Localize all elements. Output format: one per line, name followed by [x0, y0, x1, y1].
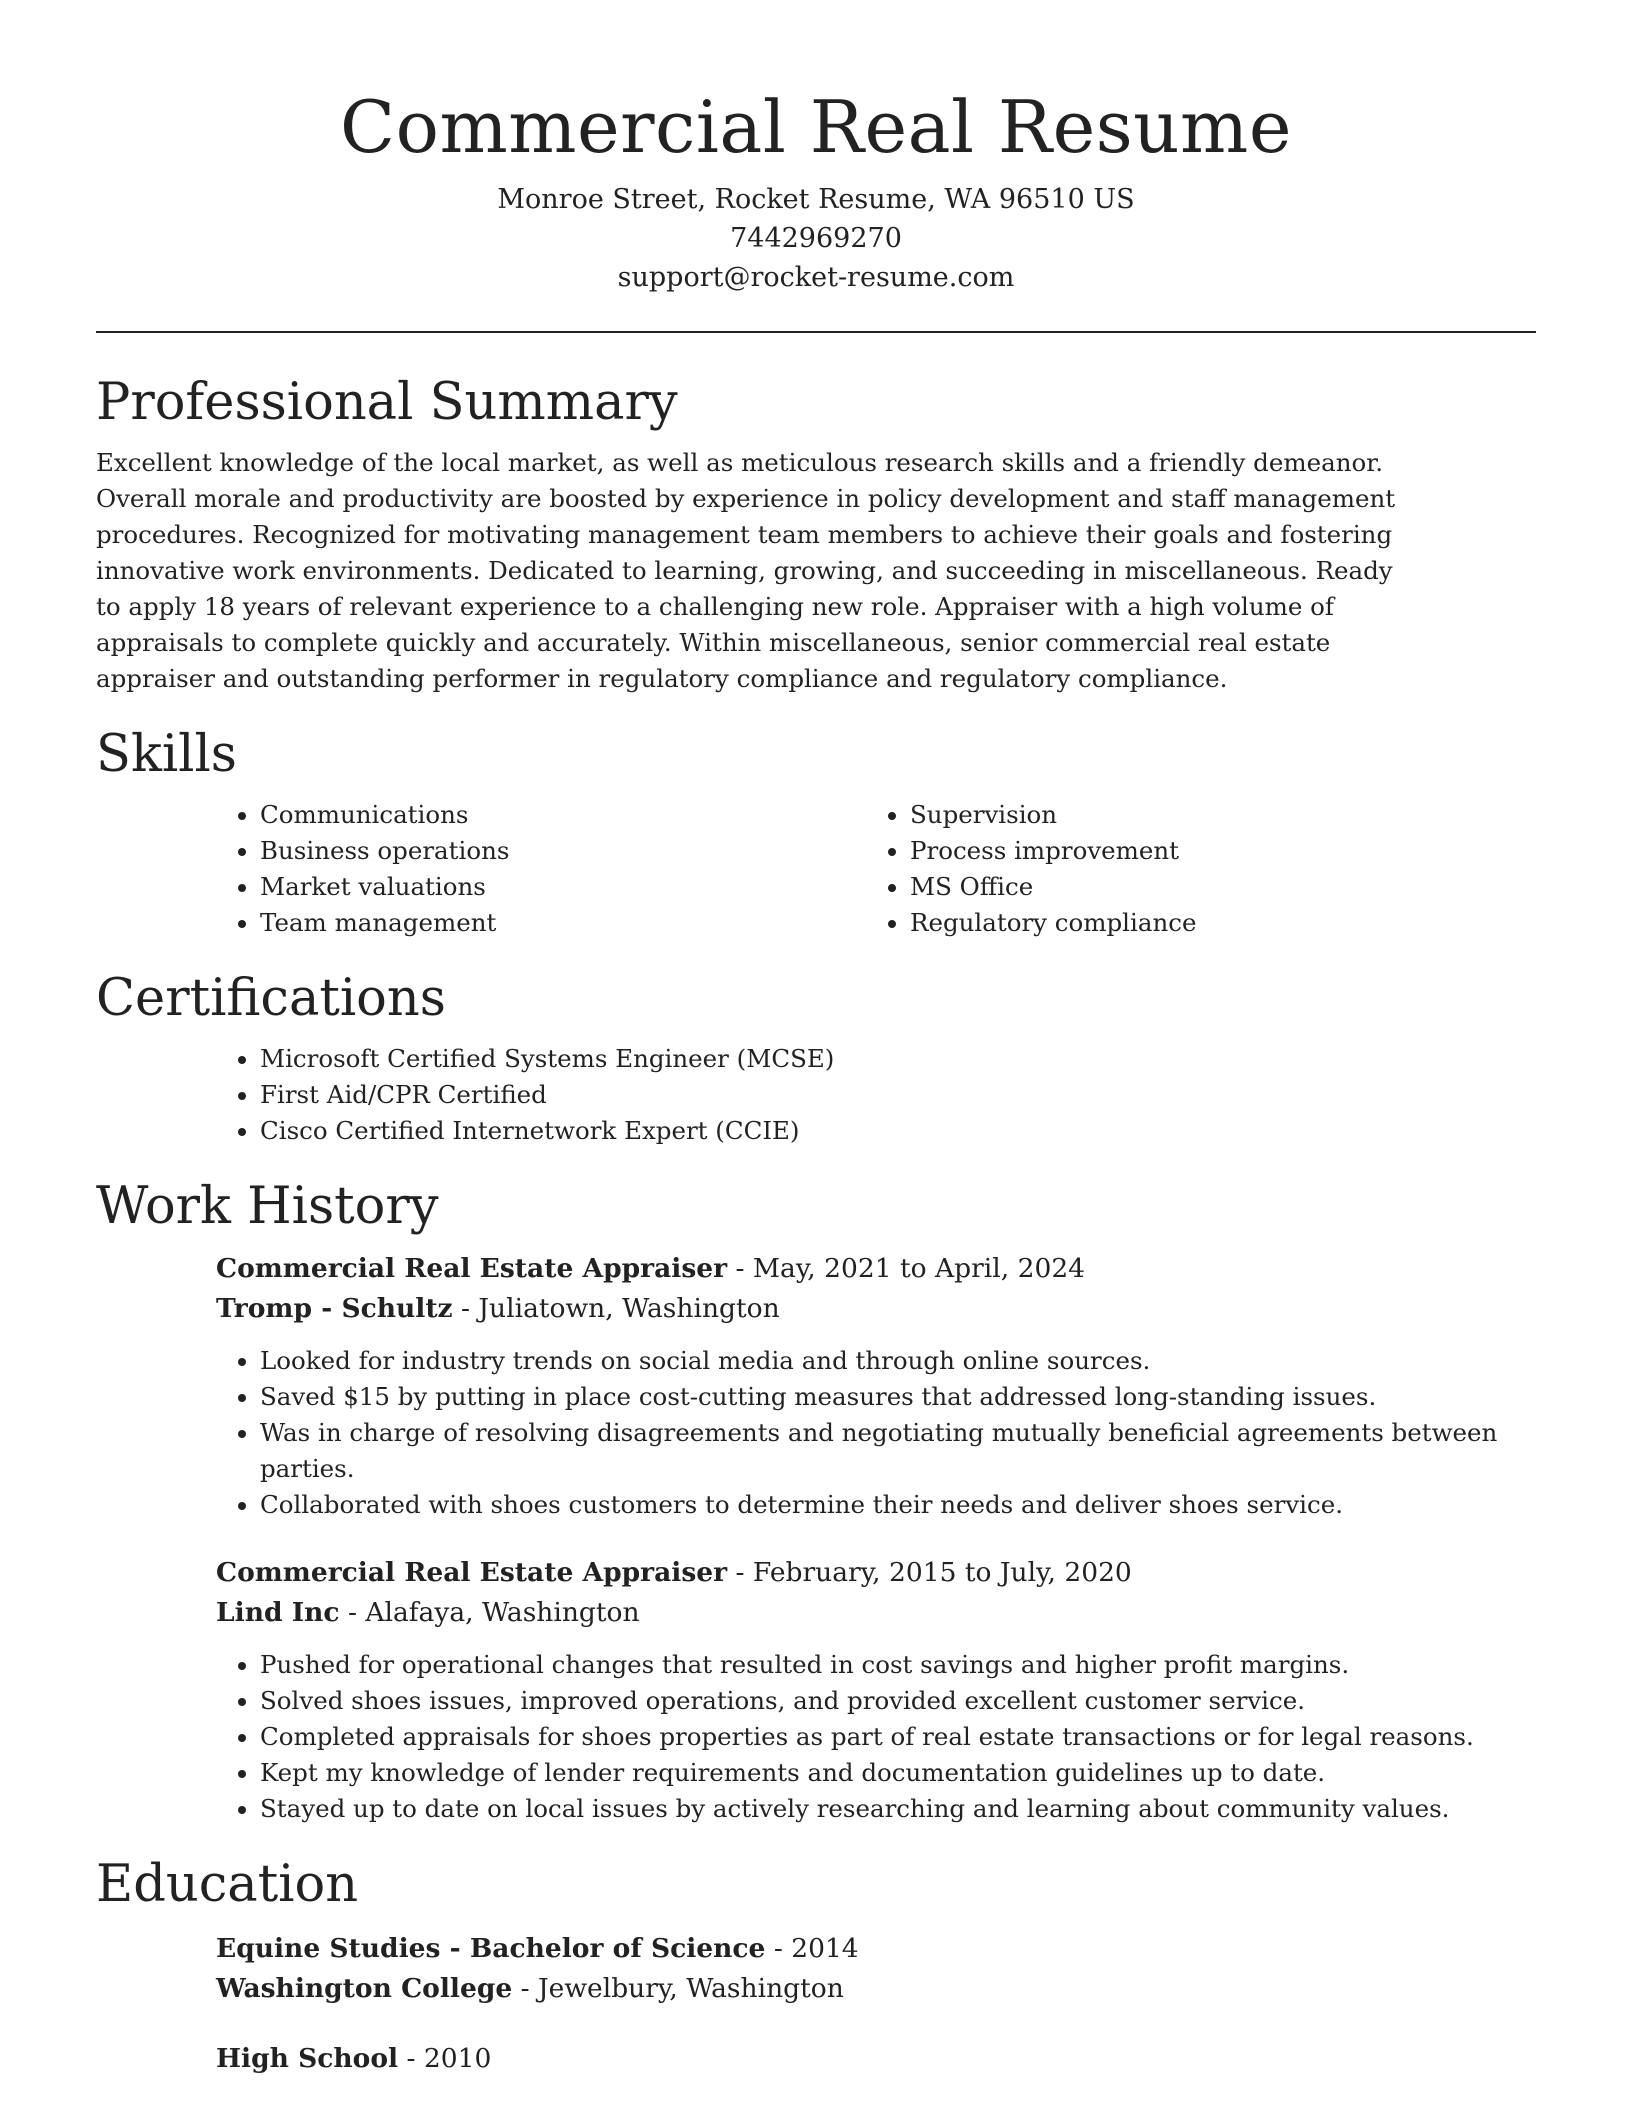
certifications-list [216, 1041, 1536, 1149]
skill-item: • Team management [260, 905, 866, 941]
job-bullets [216, 1647, 1536, 1827]
resume-name: Commercial Real Resume [340, 85, 1292, 169]
certification-item: • First Aid/CPR Certified [260, 1077, 1536, 1113]
job-bullets [216, 1343, 1536, 1523]
skill-item: • Market valuations [260, 869, 866, 905]
skill-item: • Supervision [910, 797, 1516, 833]
job-location: - Alafaya, Washington [339, 1597, 640, 1628]
education-entry [216, 1929, 1536, 2009]
education-school-line [216, 1969, 1536, 2009]
certifications-heading: Certifications [96, 969, 446, 1028]
resume-page [96, 0, 1536, 2079]
skill-item: • MS Office [910, 869, 1516, 905]
education-degree-line [216, 2039, 1536, 2079]
skill-item: • Regulatory compliance [910, 905, 1516, 941]
job-bullet: • Completed appraisals for shoes properties as part of real estate transactions or for legal reasons. [260, 1719, 1500, 1755]
job-entry [216, 1249, 1536, 1329]
job-bullet: • Collaborated with shoes customers to determine their needs and deliver shoes service. [260, 1487, 1500, 1523]
job-company-line [216, 1593, 1536, 1633]
contact-address: Monroe Street, Rocket Resume, WA 96510 US [497, 184, 1135, 215]
job-entry [216, 1553, 1536, 1633]
skills-column-left [216, 797, 866, 941]
education-degree-line [216, 1929, 1536, 1969]
education-location: - Jewelbury, Washington [512, 1973, 844, 2004]
skill-item: • Business operations [260, 833, 866, 869]
education-year: - 2014 [765, 1933, 859, 1964]
job-title-line [216, 1553, 1536, 1593]
work-history-heading: Work History [96, 1177, 439, 1236]
job-bullet: • Kept my knowledge of lender requirements and documentation guidelines up to date. [260, 1755, 1500, 1791]
skills-list [216, 797, 1536, 941]
job-company-line [216, 1289, 1536, 1329]
job-role: Commercial Real Estate Appraiser [216, 1557, 728, 1588]
education-year: - 2010 [398, 2043, 492, 2074]
header-divider [96, 331, 1536, 333]
certification-item: • Microsoft Certified Systems Engineer (MCSE) [260, 1041, 1536, 1077]
job-bullet: • Was in charge of resolving disagreements and negotiating mutually beneficial agreements between parties. [260, 1415, 1500, 1487]
education-degree: Equine Studies - Bachelor of Science [216, 1933, 766, 1964]
education-entry [216, 2039, 1536, 2079]
job-bullet: • Saved $15 by putting in place cost-cutting measures that addressed long-standing issues. [260, 1379, 1500, 1415]
job-bullet: • Pushed for operational changes that resulted in cost savings and higher profit margins. [260, 1647, 1500, 1683]
education-school: Washington College [216, 1973, 513, 2004]
contact-email: support@rocket-resume.com [617, 262, 1015, 293]
job-company: Lind Inc [216, 1597, 340, 1628]
job-bullet: • Stayed up to date on local issues by actively researching and learning about community values. [260, 1791, 1500, 1827]
summary-heading: Professional Summary [96, 373, 678, 432]
job-title-line [216, 1249, 1536, 1289]
job-company: Tromp - Schultz [216, 1293, 453, 1324]
certification-item: • Cisco Certified Internetwork Expert (CCIE) [260, 1113, 1536, 1149]
skill-item: • Communications [260, 797, 866, 833]
skills-column-right [866, 797, 1516, 941]
job-bullet: • Solved shoes issues, improved operations, and provided excellent customer service. [260, 1683, 1500, 1719]
summary-text: Excellent knowledge of the local market, as well as meticulous research skills and a friendly demeanor. Overall morale and productivity are boosted by experience in policy development and staff management procedures. Recognized for motivating management team members to achieve their goals and fostering innovative work environments. Dedicated to learning, growing, and succeeding in miscellaneous. Ready to apply 18 years of relevant experience to a challenging new role. Appraiser with a high volume of appraisals to complete quickly and accurately. Within miscellaneous, senior commercial real estate appraiser and outstanding performer in regulatory compliance and regulatory compliance. [96, 448, 1396, 693]
contact-phone: 7442969270 [730, 223, 902, 254]
job-role: Commercial Real Estate Appraiser [216, 1253, 728, 1284]
job-dates: - May, 2021 to April, 2024 [727, 1253, 1086, 1284]
skills-heading: Skills [96, 725, 237, 784]
job-dates: - February, 2015 to July, 2020 [727, 1557, 1132, 1588]
resume-header [96, 0, 1536, 297]
job-location: - Juliatown, Washington [452, 1293, 780, 1324]
education-heading: Education [96, 1855, 359, 1914]
job-bullet: • Looked for industry trends on social media and through online sources. [260, 1343, 1500, 1379]
education-degree: High School [216, 2043, 399, 2074]
skill-item: • Process improvement [910, 833, 1516, 869]
